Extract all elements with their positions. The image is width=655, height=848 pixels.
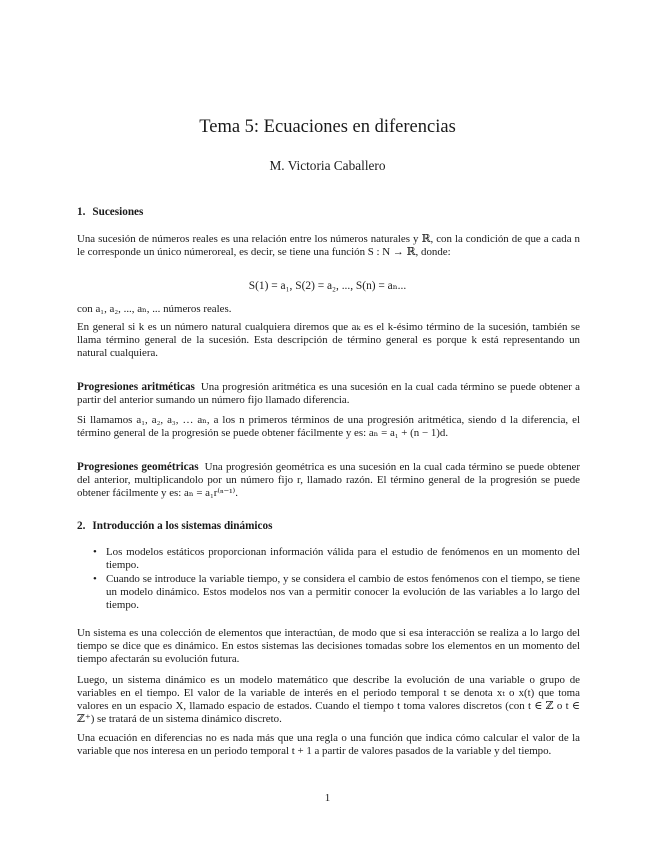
dynamic-system-text: Luego, un sistema dinámico es un modelo matemático que describe la evolución de una variable o grupo de variables en el tiempo. El valor de la variable de interés en el periodo temporal t se denota xₜ o x(t) que toma valores en un espacio X, llamado espacio de estados. Cuando el tiempo t toma valores discretos (con t ∈ ℤ o t ∈ ℤ⁺) se tratará de un sistema dinámico discreto. (77, 674, 580, 726)
section-1-heading (77, 206, 580, 219)
system-definition-paragraph (77, 627, 580, 666)
section-2-number: 2. (77, 520, 86, 532)
arithmetic-heading: Progresiones aritméticas (77, 381, 195, 393)
section-1-title: Sucesiones (92, 206, 144, 218)
geometric-progression-paragraph (77, 461, 580, 500)
sec1-after-equation (77, 303, 580, 316)
list-item (90, 573, 580, 612)
arithmetic-definition: Una progresión aritmética es una sucesión en la cual cada término se puede obtener a partir del anterior sumando un número fijo llamado diferencia. (77, 381, 580, 407)
difference-equation-paragraph (77, 732, 580, 758)
list-item-text: Los modelos estáticos proporcionan información válida para el estudio de fenómenos en un momento del tiempo. (106, 546, 580, 572)
sec1-intro-text: Una sucesión de números reales es una relación entre los números naturales y ℝ, con la condición de que a cada n le corresponde un único númeroreal, es decir, se tiene una función S : N → ℝ, donde: (77, 233, 580, 259)
arithmetic-general-term: Si llamamos a₁, a₂, a₃, … aₙ, a los n primeros términos de una progresión aritmética, siendo d la diferencia, el término general de la progresión se puede obtener fácilmente y es: aₙ = a₁ + (n − 1)d. (77, 414, 580, 440)
geometric-definition: Una progresión geométrica es una sucesión en la cual cada término se puede obtener del anterior, multiplicandolo por un número fijo r, llamado razón. El término general de la progresión se puede obtener fácilmente y es: aₙ = a₁r⁽ⁿ⁻¹⁾. (77, 461, 581, 500)
arithmetic-progression-paragraph (77, 381, 580, 407)
paper-title: Tema 5: Ecuaciones en diferencias (199, 117, 456, 137)
list-item-text: Cuando se introduce la variable tiempo, y se considera el cambio de estos fenómenos con el tiempo, se tiene un modelo dinámico. Estos modelos nos van a permitir conocer la evolución de las variables a lo largo del tiempo. (106, 573, 580, 612)
after-equation-text: con a₁, a₂, ..., aₙ, ... números reales. (77, 303, 232, 315)
author-name: M. Victoria Caballero (269, 158, 386, 173)
sequence-equation: S(1) = a₁, S(2) = a₂, ..., S(n) = aₙ... (248, 280, 407, 292)
section-2-title: Introducción a los sistemas dinámicos (92, 520, 273, 532)
page-number: 1 (324, 792, 331, 804)
general-term-text: En general si k es un número natural cualquiera diremos que aₖ es el k-ésimo término de la sucesión, también se llama término general de la sucesión. Esta descripción de término general es porque k está representando un natural cualquiera. (77, 321, 580, 360)
sec1-general-term-paragraph (77, 321, 580, 360)
section-1-number: 1. (77, 206, 86, 218)
list-item (90, 546, 580, 572)
geometric-heading: Progresiones geométricas (77, 461, 199, 473)
arithmetic-general-term-paragraph (77, 414, 580, 440)
dynamic-system-paragraph (77, 674, 580, 726)
difference-equation-text: Una ecuación en diferencias no es nada más que una regla o una función que indica cómo calcular el valor de la variable que nos interesa en un periodo temporal t + 1 a partir de valores pasados de la variable y del tiempo. (77, 732, 580, 758)
sec1-intro-paragraph (77, 233, 580, 259)
dynamic-models-list (90, 546, 580, 612)
section-2-heading (77, 520, 580, 533)
system-definition-text: Un sistema es una colección de elementos que interactúan, de modo que si esa interacción se realiza a lo largo del tiempo se dice que es dinámico. En estos sistemas las decisiones tomadas sobre los elementos en un momento del tiempo afectarán su evolución futura. (77, 627, 580, 666)
bullet-icon: • (93, 546, 97, 558)
bullet-icon: • (93, 573, 97, 586)
